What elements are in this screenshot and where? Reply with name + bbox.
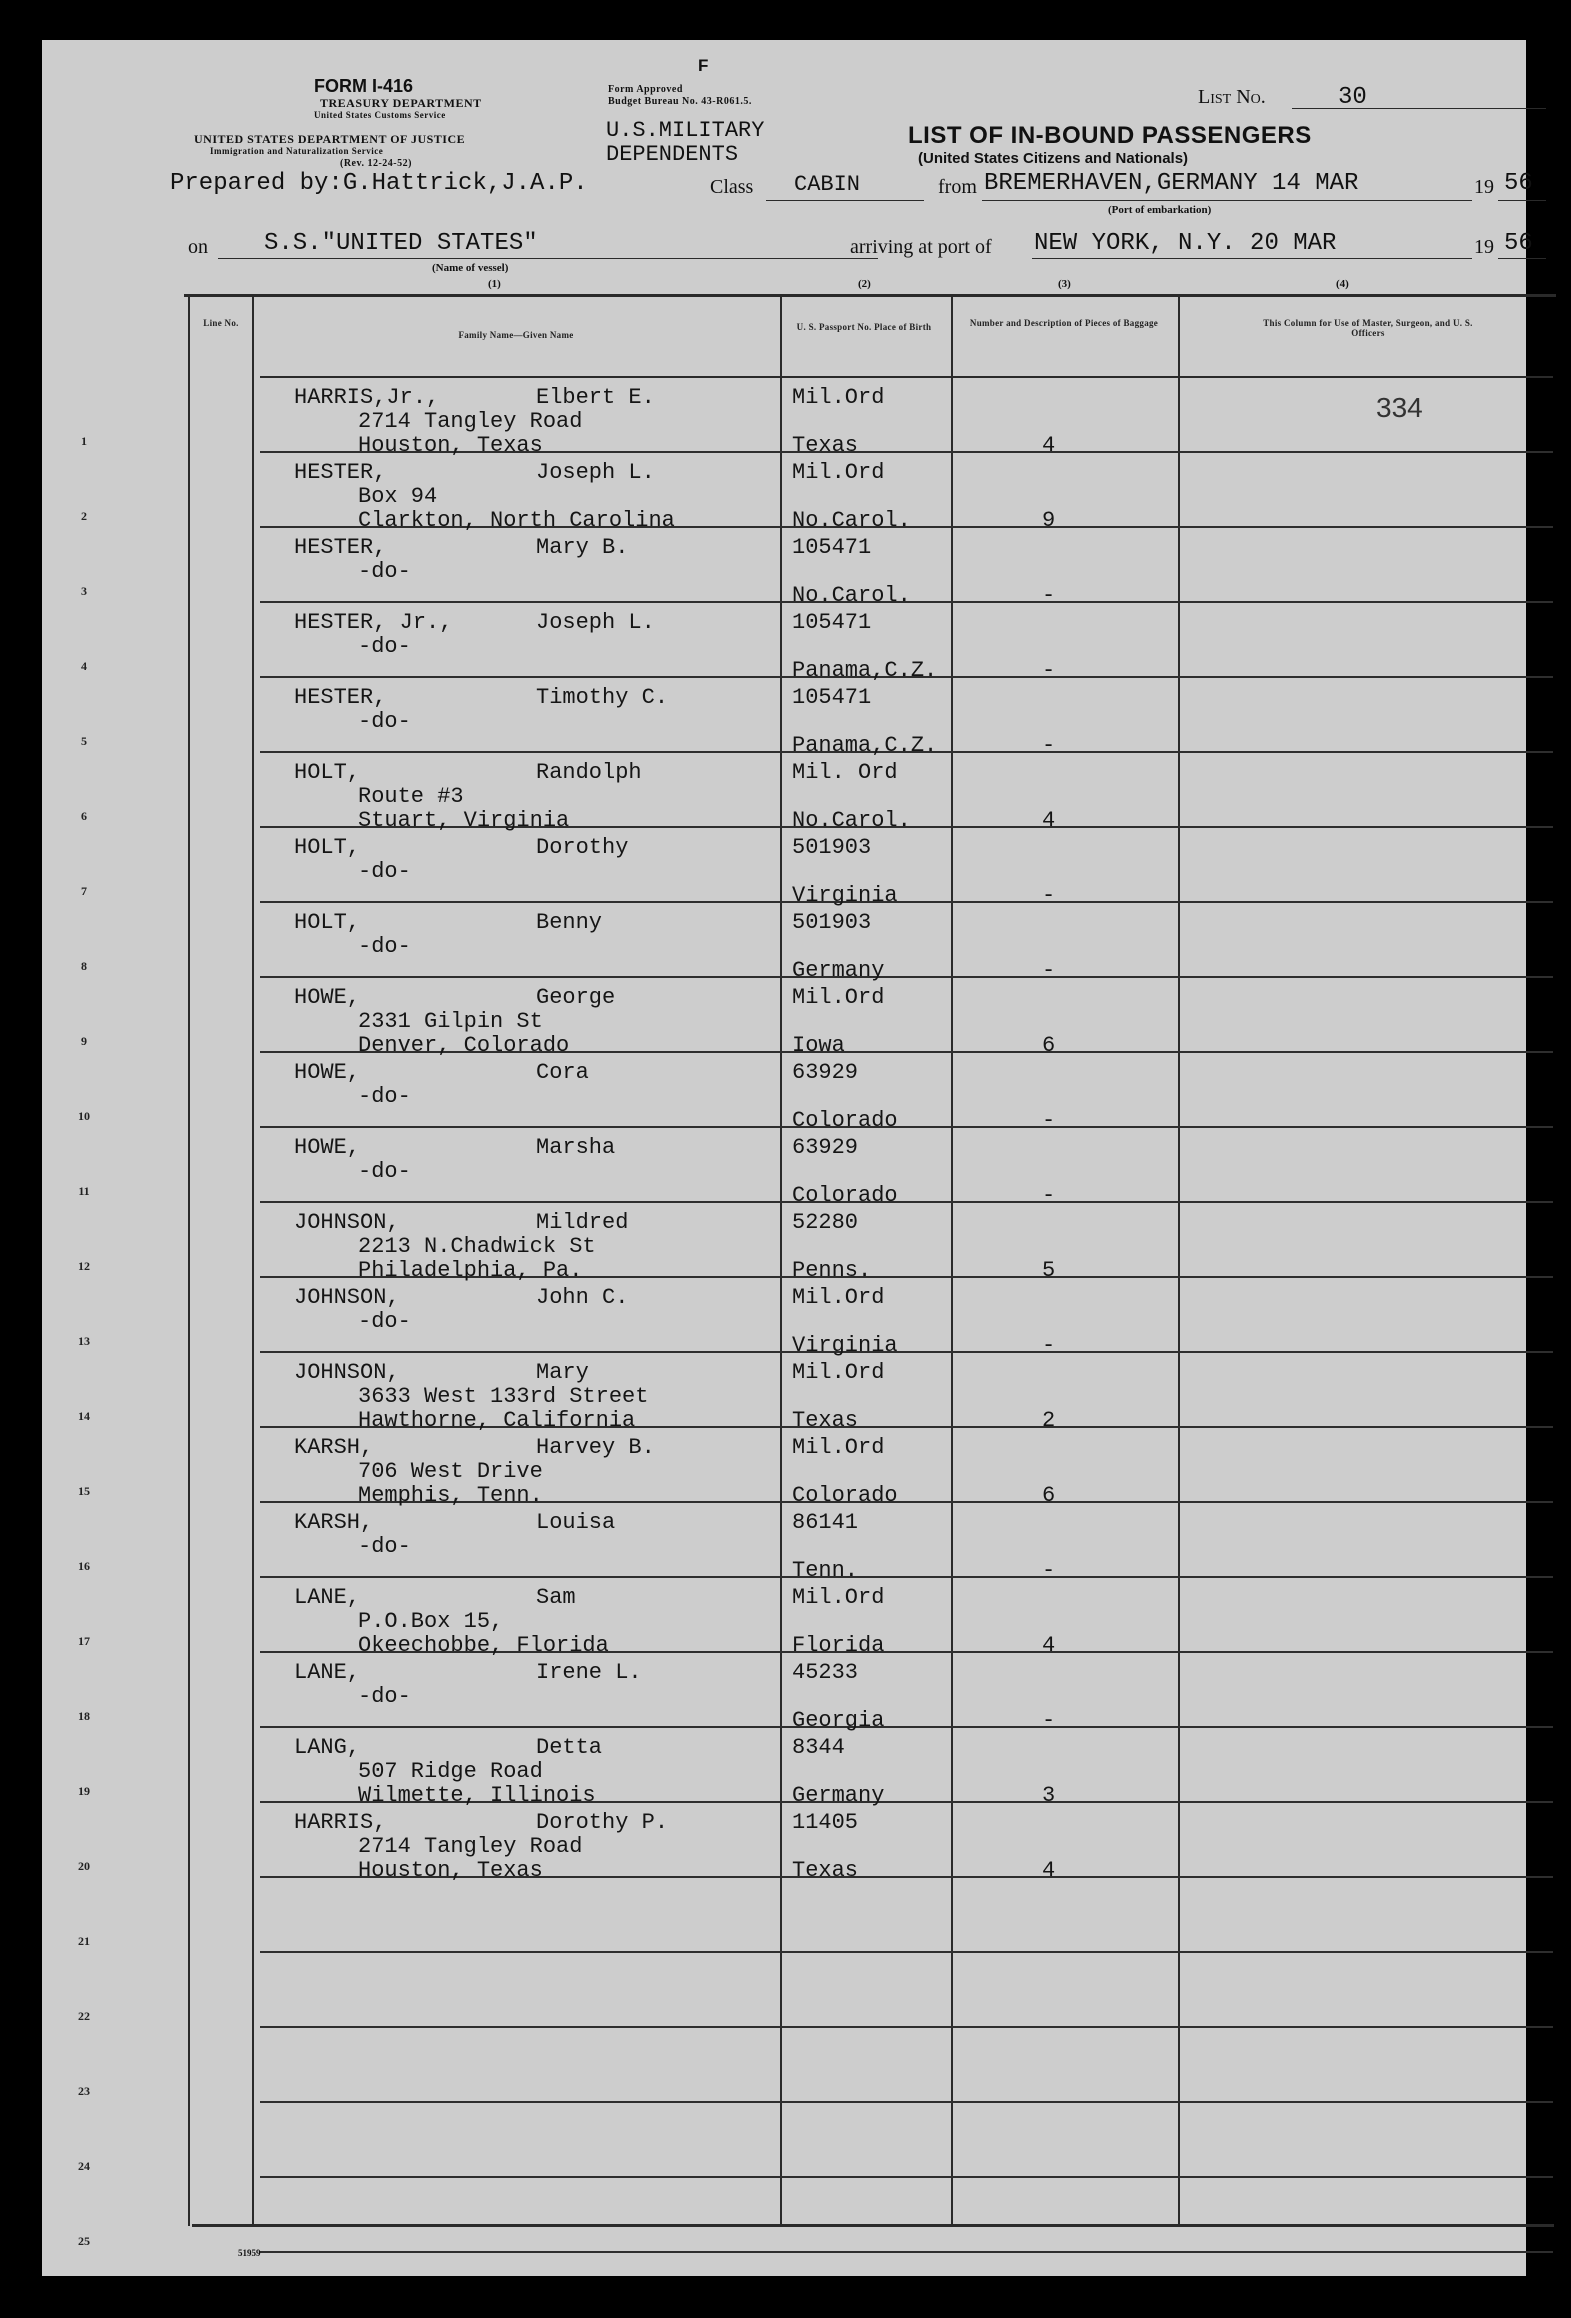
place-of-birth: Colorado — [792, 1108, 898, 1133]
col-head-line-no: Line No. — [203, 318, 239, 328]
given-name: John C. — [536, 1285, 629, 1310]
line-number: 6 — [81, 809, 87, 823]
place-of-birth: No.Carol. — [792, 508, 911, 533]
place-of-birth: Texas — [792, 1858, 859, 1883]
vessel-name: S.S."UNITED STATES" — [264, 230, 538, 257]
line-number: 12 — [78, 1259, 90, 1273]
address-line-2: Okeechobbe, Florida — [358, 1633, 609, 1658]
address-line-1: 2213 N.Chadwick St — [358, 1234, 596, 1259]
place-of-birth: Germany — [792, 958, 885, 983]
address-line-1: -do- — [358, 559, 411, 584]
line-number: 5 — [81, 734, 87, 748]
given-name: George — [536, 985, 616, 1010]
passport-no: 52280 — [792, 1210, 859, 1235]
line-number: 1 — [81, 434, 87, 448]
address-line-1: P.O.Box 15, — [358, 1609, 504, 1634]
address-line-2: Wilmette, Illinois — [358, 1783, 596, 1808]
passport-no: 501903 — [792, 835, 872, 860]
baggage-count: 6 — [1042, 1033, 1056, 1058]
row-rule — [260, 2251, 1553, 2253]
year-underline-2 — [1498, 258, 1546, 259]
given-name: Irene L. — [536, 1660, 642, 1685]
year-prefix-2: 19 — [1474, 236, 1494, 258]
passport-no: 105471 — [792, 685, 872, 710]
row-rule — [260, 901, 1553, 903]
address-line-1: -do- — [358, 1309, 411, 1334]
given-name: Dorothy P. — [536, 1810, 669, 1835]
typed-dependents: DEPENDENTS — [606, 142, 739, 167]
family-name: HARRIS, — [294, 1810, 387, 1835]
baggage-count: - — [1042, 1108, 1056, 1133]
col-rule-lineno — [252, 294, 254, 2226]
line-number: 4 — [81, 659, 87, 673]
row-rule — [260, 1951, 1553, 1953]
col-head-officers: This Column for Use of Master, Surgeon, and U. S. Officers — [1263, 318, 1473, 338]
line-number: 7 — [81, 884, 87, 898]
passport-no: 105471 — [792, 610, 872, 635]
given-name: Louisa — [536, 1510, 616, 1535]
baggage-count: - — [1042, 883, 1056, 908]
line-number: 20 — [78, 1859, 90, 1873]
line-number: 8 — [81, 959, 87, 973]
form-approved: Form Approved — [608, 84, 683, 95]
list-no-value: 30 — [1338, 84, 1367, 111]
address-line-1: -do- — [358, 1684, 411, 1709]
baggage-count: 4 — [1042, 808, 1056, 833]
passport-no: Mil. Ord — [792, 760, 898, 785]
family-name: HESTER, Jr., — [294, 610, 453, 635]
address-line-1: -do- — [358, 634, 411, 659]
passport-no: Mil.Ord — [792, 1435, 885, 1460]
line-number: 3 — [81, 584, 87, 598]
family-name: HOLT, — [294, 835, 361, 860]
address-line-2: Hawthorne, California — [358, 1408, 636, 1433]
given-name: Mary B. — [536, 535, 629, 560]
family-name: HESTER, — [294, 535, 387, 560]
given-name: Elbert E. — [536, 385, 655, 410]
passport-no: 63929 — [792, 1135, 859, 1160]
arriving-label: arriving at port of — [850, 236, 992, 258]
baggage-count: 4 — [1042, 1633, 1056, 1658]
family-name: KARSH, — [294, 1435, 374, 1460]
address-line-1: -do- — [358, 1159, 411, 1184]
row-rule — [260, 1201, 1553, 1203]
line-number: 21 — [78, 1934, 90, 1948]
family-name: HOWE, — [294, 985, 361, 1010]
passport-no: Mil.Ord — [792, 1585, 885, 1610]
year-value-1: 56 — [1504, 170, 1533, 197]
row-rule — [260, 2101, 1553, 2103]
family-name: JOHNSON, — [294, 1285, 400, 1310]
vessel-underline — [218, 258, 878, 259]
baggage-count: - — [1042, 958, 1056, 983]
year-value-2: 56 — [1504, 230, 1533, 257]
address-line-1: 507 Ridge Road — [358, 1759, 543, 1784]
baggage-count: 5 — [1042, 1258, 1056, 1283]
family-name: HOLT, — [294, 760, 361, 785]
passport-no: Mil.Ord — [792, 985, 885, 1010]
from-label: from — [938, 176, 977, 198]
prepared-by: Prepared by:G.Hattrick,J.A.P. — [170, 170, 588, 197]
arrival-port: NEW YORK, N.Y. 20 MAR — [1034, 230, 1337, 257]
given-name: Detta — [536, 1735, 603, 1760]
passport-no: 501903 — [792, 910, 872, 935]
address-line-1: -do- — [358, 859, 411, 884]
address-line-1: 2714 Tangley Road — [358, 1834, 583, 1859]
port-embark-note: (Port of embarkation) — [1108, 204, 1212, 216]
given-name: Dorothy — [536, 835, 629, 860]
dept-treasury: TREASURY DEPARTMENT — [320, 96, 482, 110]
col-head-name: Family Name—Given Name — [458, 330, 574, 340]
typed-military: U.S.MILITARY — [606, 118, 765, 143]
baggage-count: 6 — [1042, 1483, 1056, 1508]
table-bottom-border — [192, 2224, 1554, 2227]
class-value: CABIN — [794, 172, 861, 197]
from-value: BREMERHAVEN,GERMANY 14 MAR — [984, 170, 1359, 197]
baggage-count: - — [1042, 583, 1056, 608]
address-line-1: 2331 Gilpin St — [358, 1009, 543, 1034]
family-name: HARRIS,Jr., — [294, 385, 440, 410]
address-line-1: -do- — [358, 1084, 411, 1109]
table-top-border — [184, 294, 1556, 297]
family-name: HOWE, — [294, 1060, 361, 1085]
given-name: Timothy C. — [536, 685, 669, 710]
page-subtitle: (United States Citizens and Nationals) — [918, 150, 1189, 167]
baggage-count: - — [1042, 658, 1056, 683]
given-name: Randolph — [536, 760, 642, 785]
col-head-baggage: Number and Description of Pieces of Baggage — [969, 318, 1159, 328]
address-line-2: Clarkton, North Carolina — [358, 508, 675, 533]
manifest-sheet — [42, 40, 1533, 2276]
dept-justice: UNITED STATES DEPARTMENT OF JUSTICE — [194, 132, 466, 146]
address-line-1: -do- — [358, 1534, 411, 1559]
dept-customs: United States Customs Service — [314, 110, 446, 120]
place-of-birth: Panama,C.Z. — [792, 658, 938, 683]
place-of-birth: Germany — [792, 1783, 885, 1808]
baggage-count: - — [1042, 733, 1056, 758]
col-rule-passport — [951, 294, 953, 2226]
baggage-count: - — [1042, 1183, 1056, 1208]
family-name: LANG, — [294, 1735, 361, 1760]
passport-no: 63929 — [792, 1060, 859, 1085]
line-number: 16 — [78, 1559, 90, 1573]
class-underline — [766, 200, 924, 201]
row-rule — [260, 1726, 1553, 1728]
officer-annotation: 334 — [1376, 392, 1423, 423]
address-line-2: Houston, Texas — [358, 433, 543, 458]
footer-code: 51959 — [238, 2248, 261, 2258]
given-name: Mary — [536, 1360, 589, 1385]
passport-no: 86141 — [792, 1510, 859, 1535]
list-no-underline — [1292, 108, 1546, 109]
address-line-1: -do- — [358, 934, 411, 959]
line-number: 11 — [78, 1184, 90, 1198]
place-of-birth: No.Carol. — [792, 808, 911, 833]
from-underline — [982, 200, 1472, 201]
line-number: 18 — [78, 1709, 90, 1723]
passport-no: 45233 — [792, 1660, 859, 1685]
place-of-birth: Texas — [792, 433, 859, 458]
baggage-count: - — [1042, 1558, 1056, 1583]
table-header-rule — [260, 376, 1553, 378]
passport-no: 11405 — [792, 1810, 859, 1835]
line-number: 25 — [78, 2234, 90, 2248]
address-line-1: 706 West Drive — [358, 1459, 543, 1484]
place-of-birth: Colorado — [792, 1483, 898, 1508]
address-line-2: Denver, Colorado — [358, 1033, 570, 1058]
col-head-passport: U. S. Passport No. Place of Birth — [796, 322, 932, 332]
baggage-count: 3 — [1042, 1783, 1056, 1808]
line-number: 15 — [78, 1484, 90, 1498]
line-number: 19 — [78, 1784, 90, 1798]
family-name: HOWE, — [294, 1135, 361, 1160]
row-rule — [260, 2026, 1553, 2028]
col-rule-name — [780, 294, 782, 2226]
year-underline-1 — [1498, 200, 1546, 201]
line-number: 22 — [78, 2009, 90, 2023]
baggage-count: - — [1042, 1708, 1056, 1733]
passport-no: 105471 — [792, 535, 872, 560]
baggage-count: 9 — [1042, 508, 1056, 533]
line-number: 9 — [81, 1034, 87, 1048]
address-line-1: Route #3 — [358, 784, 464, 809]
baggage-count: 2 — [1042, 1408, 1056, 1433]
place-of-birth: Tenn. — [792, 1558, 859, 1583]
address-line-1: -do- — [358, 709, 411, 734]
line-number: 13 — [78, 1334, 90, 1348]
on-label: on — [188, 236, 208, 258]
place-of-birth: Georgia — [792, 1708, 885, 1733]
given-name: Sam — [536, 1585, 576, 1610]
place-of-birth: Texas — [792, 1408, 859, 1433]
col-num-2: (2) — [858, 278, 871, 290]
given-name: Marsha — [536, 1135, 616, 1160]
arrival-underline — [1032, 258, 1472, 259]
col-num-1: (1) — [488, 278, 501, 290]
family-name: JOHNSON, — [294, 1210, 400, 1235]
col-num-4: (4) — [1336, 278, 1349, 290]
family-name: JOHNSON, — [294, 1360, 400, 1385]
row-rule — [260, 1126, 1553, 1128]
passport-no: Mil.Ord — [792, 1360, 885, 1385]
vessel-note: (Name of vessel) — [432, 262, 509, 274]
family-name: LANE, — [294, 1660, 361, 1685]
baggage-count: 4 — [1042, 1858, 1056, 1883]
family-name: KARSH, — [294, 1510, 374, 1535]
year-prefix-1: 19 — [1474, 176, 1494, 198]
address-line-2: Memphis, Tenn. — [358, 1483, 543, 1508]
address-line-2: Stuart, Virginia — [358, 808, 570, 833]
given-name: Joseph L. — [536, 610, 655, 635]
form-revision: (Rev. 12-24-52) — [340, 158, 412, 169]
form-letter: F — [698, 56, 709, 75]
place-of-birth: No.Carol. — [792, 583, 911, 608]
family-name: LANE, — [294, 1585, 361, 1610]
budget-bureau: Budget Bureau No. 43-R061.5. — [608, 96, 752, 107]
place-of-birth: Colorado — [792, 1183, 898, 1208]
place-of-birth: Florida — [792, 1633, 885, 1658]
address-line-2: Houston, Texas — [358, 1858, 543, 1883]
line-number: 24 — [78, 2159, 90, 2173]
given-name: Joseph L. — [536, 460, 655, 485]
address-line-1: Box 94 — [358, 484, 438, 509]
family-name: HESTER, — [294, 460, 387, 485]
baggage-count: 4 — [1042, 433, 1056, 458]
row-rule — [260, 2176, 1553, 2178]
line-number: 23 — [78, 2084, 90, 2098]
given-name: Benny — [536, 910, 603, 935]
place-of-birth: Penns. — [792, 1258, 872, 1283]
line-number: 14 — [78, 1409, 90, 1423]
dept-immigration: Immigration and Naturalization Service — [210, 146, 384, 156]
given-name: Harvey B. — [536, 1435, 655, 1460]
page-title: LIST OF IN-BOUND PASSENGERS — [908, 122, 1312, 149]
given-name: Mildred — [536, 1210, 629, 1235]
line-number: 2 — [81, 509, 87, 523]
passport-no: Mil.Ord — [792, 1285, 885, 1310]
col-rule-left — [188, 294, 190, 2226]
passport-no: Mil.Ord — [792, 460, 885, 485]
row-rule — [260, 1576, 1553, 1578]
place-of-birth: Panama,C.Z. — [792, 733, 938, 758]
address-line-2: Philadelphia, Pa. — [358, 1258, 583, 1283]
col-num-3: (3) — [1058, 278, 1071, 290]
row-rule — [260, 976, 1553, 978]
passport-no: Mil.Ord — [792, 385, 885, 410]
line-number: 17 — [78, 1634, 90, 1648]
family-name: HESTER, — [294, 685, 387, 710]
address-line-1: 2714 Tangley Road — [358, 409, 583, 434]
row-rule — [260, 1351, 1553, 1353]
class-label: Class — [710, 176, 754, 198]
form-number: FORM I-416 — [314, 76, 414, 96]
baggage-count: - — [1042, 1333, 1056, 1358]
passport-no: 8344 — [792, 1735, 845, 1760]
family-name: HOLT, — [294, 910, 361, 935]
place-of-birth: Virginia — [792, 883, 898, 908]
list-no-label: List No. — [1198, 86, 1266, 108]
col-rule-baggage — [1178, 294, 1180, 2226]
place-of-birth: Virginia — [792, 1333, 898, 1358]
address-line-1: 3633 West 133rd Street — [358, 1384, 649, 1409]
given-name: Cora — [536, 1060, 589, 1085]
line-number: 10 — [78, 1109, 90, 1123]
place-of-birth: Iowa — [792, 1033, 845, 1058]
